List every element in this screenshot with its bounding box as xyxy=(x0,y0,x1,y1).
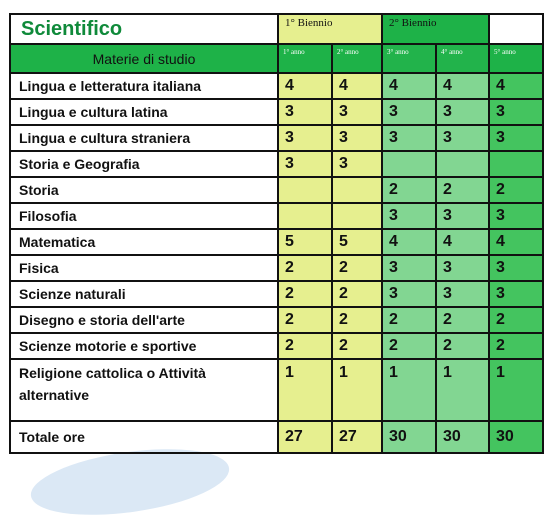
table-row xyxy=(10,307,543,333)
group-fifth-blank xyxy=(489,14,543,44)
hours-year-3: 4 xyxy=(382,73,436,99)
subject-name: Disegno e storia dell'arte xyxy=(10,307,278,333)
title-row xyxy=(10,14,543,44)
hours-year-1: 3 xyxy=(278,125,332,151)
group-first-biennio: 1° Biennio xyxy=(278,14,382,44)
hours-year-1: 2 xyxy=(278,255,332,281)
hours-year-1: 2 xyxy=(278,333,332,359)
total-year-4: 30 xyxy=(436,421,489,453)
hours-year-3 xyxy=(382,151,436,177)
hours-year-4 xyxy=(436,151,489,177)
hours-year-3: 1 xyxy=(382,359,436,421)
table-row xyxy=(10,333,543,359)
hours-year-4: 3 xyxy=(436,125,489,151)
year-header-5: 5° anno xyxy=(489,44,543,73)
hours-year-1 xyxy=(278,177,332,203)
hours-year-2: 1 xyxy=(332,359,382,421)
hours-year-1: 1 xyxy=(278,359,332,421)
table-row xyxy=(10,359,543,421)
subject-name: Filosofia xyxy=(10,203,278,229)
year-header-row xyxy=(10,44,543,73)
hours-year-5: 2 xyxy=(489,307,543,333)
total-year-3: 30 xyxy=(382,421,436,453)
hours-year-2: 3 xyxy=(332,125,382,151)
subject-name: Lingua e cultura latina xyxy=(10,99,278,125)
subject-name: Lingua e cultura straniera xyxy=(10,125,278,151)
hours-year-4: 4 xyxy=(436,229,489,255)
hours-year-2: 2 xyxy=(332,281,382,307)
total-year-1: 27 xyxy=(278,421,332,453)
year-header-2: 2° anno xyxy=(332,44,382,73)
hours-year-2: 3 xyxy=(332,151,382,177)
hours-year-5: 3 xyxy=(489,281,543,307)
hours-year-3: 3 xyxy=(382,255,436,281)
hours-year-4: 3 xyxy=(436,255,489,281)
total-row xyxy=(10,421,543,453)
hours-year-1: 3 xyxy=(278,151,332,177)
table-row xyxy=(10,203,543,229)
year-header-4: 4° anno xyxy=(436,44,489,73)
hours-year-4: 2 xyxy=(436,307,489,333)
hours-year-1: 4 xyxy=(278,73,332,99)
hours-year-5: 3 xyxy=(489,125,543,151)
hours-year-5: 1 xyxy=(489,359,543,421)
hours-year-1: 5 xyxy=(278,229,332,255)
table-row xyxy=(10,99,543,125)
hours-year-2: 3 xyxy=(332,99,382,125)
subject-name: Scienze motorie e sportive xyxy=(10,333,278,359)
page-title: Scientifico xyxy=(10,14,278,44)
hours-year-3: 3 xyxy=(382,99,436,125)
table-row xyxy=(10,281,543,307)
hours-year-3: 2 xyxy=(382,333,436,359)
hours-year-5: 4 xyxy=(489,73,543,99)
table-row xyxy=(10,229,543,255)
hours-year-3: 2 xyxy=(382,177,436,203)
hours-year-2 xyxy=(332,203,382,229)
hours-year-4: 2 xyxy=(436,333,489,359)
hours-year-3: 4 xyxy=(382,229,436,255)
hours-year-1: 2 xyxy=(278,281,332,307)
hours-year-2: 5 xyxy=(332,229,382,255)
subjects-header: Materie di studio xyxy=(10,44,278,73)
hours-year-3: 3 xyxy=(382,125,436,151)
subject-name: Lingua e letteratura italiana xyxy=(10,73,278,99)
hours-year-5: 2 xyxy=(489,177,543,203)
study-plan-table xyxy=(9,13,544,454)
table-row xyxy=(10,125,543,151)
hours-year-1: 3 xyxy=(278,99,332,125)
subject-name: Religione cattolica o Attività alternative xyxy=(10,359,278,421)
subject-name: Storia xyxy=(10,177,278,203)
group-second-biennio: 2° Biennio xyxy=(382,14,489,44)
hours-year-4: 4 xyxy=(436,73,489,99)
year-header-1: 1° anno xyxy=(278,44,332,73)
hours-year-3: 3 xyxy=(382,203,436,229)
table-row xyxy=(10,151,543,177)
hours-year-5: 3 xyxy=(489,255,543,281)
year-header-3: 3° anno xyxy=(382,44,436,73)
table-row xyxy=(10,255,543,281)
hours-year-4: 3 xyxy=(436,281,489,307)
hours-year-3: 2 xyxy=(382,307,436,333)
total-year-5: 30 xyxy=(489,421,543,453)
hours-year-5 xyxy=(489,151,543,177)
hours-year-2: 2 xyxy=(332,307,382,333)
hours-year-2: 2 xyxy=(332,255,382,281)
subject-name: Storia e Geografia xyxy=(10,151,278,177)
hours-year-5: 3 xyxy=(489,99,543,125)
hours-year-5: 2 xyxy=(489,333,543,359)
table-row xyxy=(10,177,543,203)
hours-year-2: 2 xyxy=(332,333,382,359)
table-row xyxy=(10,73,543,99)
total-year-2: 27 xyxy=(332,421,382,453)
hours-year-2: 4 xyxy=(332,73,382,99)
hours-year-4: 3 xyxy=(436,99,489,125)
hours-year-5: 3 xyxy=(489,203,543,229)
hours-year-4: 1 xyxy=(436,359,489,421)
hours-year-3: 3 xyxy=(382,281,436,307)
subject-name: Fisica xyxy=(10,255,278,281)
hours-year-4: 3 xyxy=(436,203,489,229)
total-label: Totale ore xyxy=(10,421,278,453)
hours-year-4: 2 xyxy=(436,177,489,203)
subject-name: Matematica xyxy=(10,229,278,255)
hours-year-1: 2 xyxy=(278,307,332,333)
hours-year-1 xyxy=(278,203,332,229)
subject-name: Scienze naturali xyxy=(10,281,278,307)
hours-year-2 xyxy=(332,177,382,203)
hours-year-5: 4 xyxy=(489,229,543,255)
